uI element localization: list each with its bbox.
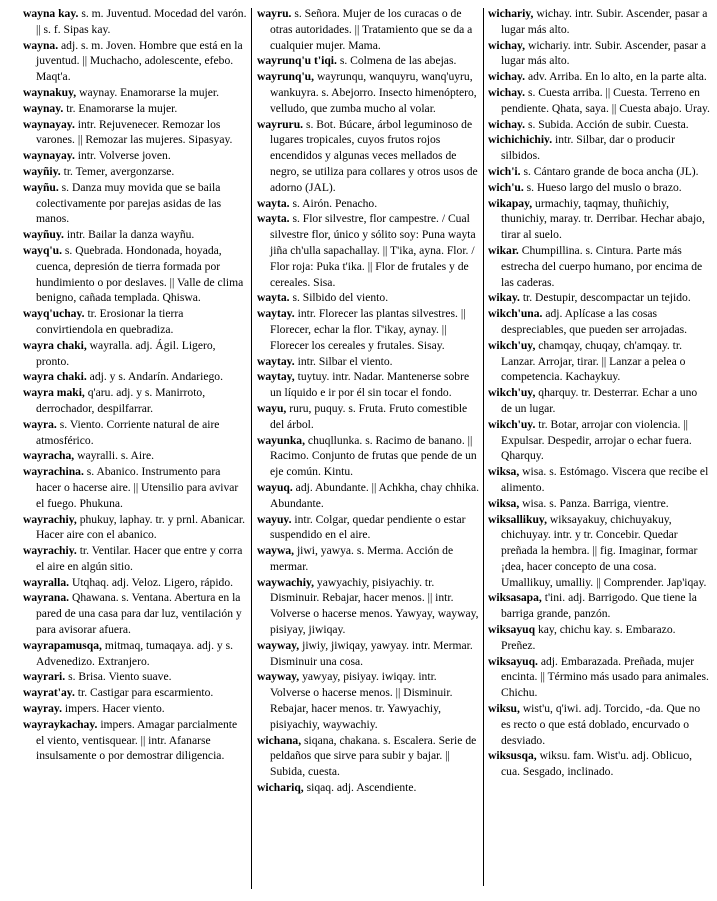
entry-definition: wisa. s. Estómago. Viscera que recibe el alimento. (501, 465, 709, 494)
entry-definition: s. Cuesta arriba. || Cuesta. Terreno en pendiente. Qhata, saya. || Cuesta abajo. Uray. (501, 85, 710, 115)
dictionary-entry (23, 338, 247, 370)
entry-definition: wichariy. intr. Subir. Ascender, pasar a lugar más alto. (501, 38, 707, 68)
entry-headword: wichariy, (488, 7, 534, 20)
dictionary-entry (488, 464, 710, 496)
entry-headword: waynayay. (23, 117, 75, 131)
entry-headword: wayq'u. (23, 243, 62, 257)
entry-definition: s. Silbido del viento. (292, 291, 389, 305)
dictionary-entry (257, 369, 479, 401)
entry-headword: wayraykachay. (23, 717, 98, 731)
dictionary-column-3 (488, 6, 710, 780)
entry-headword: wayrachiy. (23, 544, 77, 558)
entry-definition: s. Abanico. Instrumento para hacer o hacerse aire. || Utensilio para avivar el fuego. Phukuna. (36, 465, 239, 510)
dictionary-entry (488, 38, 710, 70)
entry-definition: s. Hueso largo del muslo o brazo. (526, 180, 682, 194)
entry-definition: adj. y s. Andarín. Andariego. (89, 370, 223, 384)
entry-definition: mitmaq, tumaqaya. adj. y s. Advenedizo. Extranjero. (36, 638, 233, 668)
entry-definition: waynay. Enamorarse la mujer. (79, 85, 220, 99)
dictionary-entry (488, 164, 710, 180)
entry-headword: wiksa, (488, 496, 520, 510)
dictionary-entry (23, 417, 247, 449)
entry-definition: wisa. s. Panza. Barriga, vientre. (522, 496, 669, 510)
entry-headword: waytay, (257, 370, 295, 384)
entry-headword: wayrari. (23, 670, 66, 684)
entry-headword: wichana, (257, 733, 302, 747)
entry-definition: s. Bot. Búcare, árbol leguminoso de lugares tropicales, cuyos frutos rojos encendidos y algunas veces mellados de negro, se utiliza para collares y otros usos de adorno (JAL). (270, 117, 478, 194)
entry-definition: wayralli. s. Aire. (77, 449, 155, 463)
dictionary-entry (257, 196, 479, 212)
entry-headword: wichay. (488, 117, 526, 131)
dictionary-entry (257, 669, 479, 732)
entry-definition: jiwi, yawya. s. Merma. Acción de mermar. (270, 544, 454, 573)
entry-headword: waytay. (257, 354, 295, 368)
entry-headword: wayrapamusqa, (23, 638, 102, 652)
entry-headword: wayruru. (257, 117, 304, 131)
dictionary-entry (257, 543, 479, 575)
entry-headword: wayta. (257, 291, 290, 305)
entry-headword: wiksasapa, (488, 591, 542, 605)
entry-definition: yawyachiy, pisiyachiy. tr. Disminuir. Rebajar, hacer menos. || intr. Volverse o hacerse menos. Yawyay, wayway, pisiyay, jiwiqay. (270, 575, 479, 637)
dictionary-entry (23, 669, 247, 685)
entry-definition: intr. Volverse joven. (77, 149, 171, 163)
entry-headword: wichay. (488, 85, 526, 99)
entry-definition: s. Señora. Mujer de los curacas o de otras autoridades. || Tratamiento que se da a cualquier mujer. Mama. (270, 7, 473, 52)
entry-definition: t'ini. adj. Barrigodo. Que tiene la barriga grande, panzón. (501, 591, 697, 621)
entry-headword: waynayay. (23, 149, 75, 163)
dictionary-entry (488, 290, 710, 306)
dictionary-entry (257, 211, 479, 290)
entry-definition: tr. Ventilar. Hacer que entre y corra el aire en algún sitio. (36, 544, 243, 573)
dictionary-entry (23, 117, 247, 149)
entry-definition: ruru, puquy. s. Fruta. Fruto comestible del árbol. (270, 401, 468, 431)
entry-headword: wiksallikuy, (488, 512, 547, 526)
entry-headword: wiksayuq (488, 623, 536, 637)
entry-definition: Qhawana. s. Ventana. Abertura en la pared de una casa para dar luz, ventilación y para avisorar afuera. (36, 591, 242, 637)
entry-headword: wayralla. (23, 575, 70, 589)
entry-headword: wikch'uy. (488, 417, 536, 431)
entry-definition: chuqllunka. s. Racimo de banano. || Racimo. Conjunto de frutas que pende de un eje común. Kintu. (270, 433, 477, 479)
entry-headword: wayq'uchay. (23, 307, 85, 321)
dictionary-entry (488, 748, 710, 780)
entry-definition: wichay. intr. Subir. Ascender, pasar a lugar más alto. (501, 7, 708, 36)
entry-headword: wikar. (488, 243, 519, 257)
entry-headword: wayra. (23, 417, 57, 431)
dictionary-entry (23, 101, 247, 117)
entry-definition: adj. Aplícase a las cosas despreciables, que pueden ser arrojadas. (501, 307, 688, 336)
dictionary-column-2 (257, 6, 479, 796)
entry-definition: siqaq. adj. Ascendiente. (306, 781, 417, 795)
entry-headword: wayna. (23, 38, 59, 52)
entry-definition: adj. s. m. Joven. Hombre que está en la juventud. || Muchacho, adolescente, efebo. Maqt'a. (36, 38, 243, 84)
dictionary-entry (23, 543, 247, 575)
entry-definition: wiksayakuy, chichuyakuy, chichuyay. intr. y tr. Concebir. Quedar preñada la hembra. || fig. Imaginar, formar ¡dea, hacer concepto de una cosa. Umallikuy, umalliy. || Comprender. Jap'iqay. (501, 512, 707, 589)
entry-definition: chamqay, chuqay, ch'amqay. tr. Lanzar. Arrojar, tirar. || Lanzar a pelea o competencia. Kachaykuy. (501, 338, 686, 384)
entry-definition: intr. Florecer las plantas silvestres. || Florecer, echar la flor. T'ikay, aynay. || Florecer los cereales y frutales. Sisay. (270, 307, 466, 352)
entry-definition: wist'u, q'iwi. adj. Torcido, -da. Que no es recto o que está doblado, encurvado o desviado. (501, 702, 701, 747)
entry-headword: wikch'uy, (488, 338, 536, 352)
entry-headword: wayracha, (23, 449, 75, 463)
entry-definition: tuytuy. intr. Nadar. Mantenerse sobre un líquido e ir por él sin tocar el fondo. (270, 370, 470, 400)
entry-definition: s. Brisa. Viento suave. (68, 670, 172, 684)
entry-definition: adj. Abundante. || Achkha, chay chhika. Abundante. (270, 480, 479, 510)
entry-headword: wayrunq'u, (257, 70, 315, 84)
dictionary-entry (23, 575, 247, 591)
entry-definition: s. Airón. Penacho. (292, 196, 378, 210)
dictionary-entry (257, 512, 479, 544)
dictionary-entry (488, 496, 710, 512)
entry-definition: tr. Destupir, descompactar un tejido. (522, 291, 691, 305)
entry-headword: wayra chaki. (23, 370, 87, 384)
dictionary-entry (488, 622, 710, 654)
entry-definition: Chumpillina. s. Cintura. Parte más estrecha del cuerpo humano, por encima de las caderas. (501, 243, 703, 289)
entry-headword: wayrana. (23, 591, 70, 605)
entry-definition: qharquy. tr. Desterrar. Echar a uno de un lugar. (501, 386, 698, 415)
entry-definition: Utqhaq. adj. Veloz. Ligero, rápido. (71, 575, 234, 589)
dictionary-entry (488, 243, 710, 290)
entry-headword: wichariq, (257, 781, 304, 795)
entry-definition: s. Subida. Acción de subir. Cuesta. (527, 117, 689, 131)
entry-headword: wayrat'ay. (23, 686, 75, 700)
dictionary-entry (257, 780, 479, 796)
entry-definition: tr. Enamorarse la mujer. (66, 101, 178, 115)
entry-headword: wikch'uy, (488, 386, 536, 400)
entry-headword: wichay, (488, 38, 526, 52)
dictionary-entry (488, 180, 710, 196)
entry-definition: s. Viento. Corriente natural de aire atmosférico. (36, 417, 220, 447)
dictionary-entry (23, 180, 247, 227)
entry-headword: waytay. (257, 307, 295, 321)
entry-definition: siqana, chakana. s. Escalera. Serie de peldaños que sirve para subir y bajar. || Subida, cuesta. (270, 733, 477, 779)
entry-definition: urmachiy, taqmay, thuñichiy, thunichiy, maray. tr. Derribar. Hechar abajo, tirar al suelo. (501, 196, 705, 242)
dictionary-entry (257, 53, 479, 69)
entry-definition: impers. Hacer viento. (64, 702, 165, 716)
dictionary-entry (23, 6, 247, 38)
entry-headword: wich'i. (488, 164, 521, 178)
dictionary-entry (23, 448, 247, 464)
dictionary-entry (488, 69, 710, 85)
entry-definition: impers. Amagar parcialmente el viento, ventisquear. || intr. Afanarse insulsamente o por demostrar diligencia. (36, 717, 238, 763)
dictionary-entry (257, 433, 479, 480)
dictionary-entry (257, 290, 479, 306)
dictionary-entry (488, 417, 710, 464)
entry-definition: kay, chichu kay. s. Embarazo. Preñez. (501, 623, 676, 652)
entry-headword: wayuq. (257, 480, 293, 494)
dictionary-entry (257, 306, 479, 353)
entry-headword: wayru. (257, 7, 292, 20)
dictionary-entry (488, 117, 710, 133)
entry-definition: yawyay, pisiyay. iwiqay. intr. Volverse o hacerse menos. || Disminuir. Rebajar, hacer menos. tr. Yawyachiy, pisiyachiy, waywachiy. (270, 670, 453, 731)
column-divider-2 (483, 8, 484, 886)
dictionary-entry (257, 6, 479, 53)
entry-headword: wayrachiy, (23, 512, 77, 526)
entry-headword: wayu, (257, 401, 287, 415)
entry-headword: wayunka, (257, 433, 306, 447)
dictionary-entry (23, 701, 247, 717)
entry-definition: intr. Rejuvenecer. Remozar los varones. || Remozar las mujeres. Sipasyay. (36, 117, 233, 147)
dictionary-entry (257, 354, 479, 370)
entry-headword: wayta. (257, 196, 290, 210)
entry-headword: waynay. (23, 101, 64, 115)
entry-definition: s. Danza muy movida que se baila colectivamente por parejas asidas de las manos. (36, 180, 222, 226)
entry-headword: wayra maki, (23, 386, 85, 400)
entry-definition: phukuy, laphay. tr. y prnl. Abanicar. Hacer aire con el abanico. (36, 512, 245, 542)
entry-definition: s. Colmena de las abejas. (339, 54, 457, 68)
dictionary-entry (23, 464, 247, 511)
entry-definition: wiksu. fam. Wist'u. adj. Oblicuo, cua. Sesgado, inclinado. (501, 749, 693, 779)
dictionary-entry (23, 385, 247, 417)
dictionary-entry (488, 6, 710, 38)
entry-headword: wiksusqa, (488, 749, 537, 763)
column-divider-1 (251, 8, 252, 889)
entry-headword: wayray. (23, 702, 62, 716)
entry-definition: s. m. Juventud. Mocedad del varón. || s. f. Sipas kay. (36, 7, 247, 36)
entry-headword: wayñuy. (23, 228, 64, 242)
dictionary-entry (257, 480, 479, 512)
dictionary-entry (488, 338, 710, 385)
entry-headword: wayrunq'u t'iqi. (257, 54, 337, 68)
entry-definition: s. Flor silvestre, flor campestre. / Cual silvestre flor, único y sólito soy: Puna wayta jiña ch'ulla sapachallay. || T'ika, ayna. Flor. / Flor roja: Puka t'ika. || Flor de frutales y de cereales. Sisa. (270, 212, 476, 289)
dictionary-entry (23, 512, 247, 544)
dictionary-entry (488, 654, 710, 701)
dictionary-column-1 (23, 6, 247, 764)
entry-headword: waynakuy, (23, 85, 77, 99)
entry-headword: wayuy. (257, 512, 292, 526)
dictionary-entry (488, 132, 710, 164)
entry-headword: waywa, (257, 544, 295, 558)
dictionary-entry (23, 685, 247, 701)
dictionary-entry (257, 69, 479, 116)
entry-definition: s. Cántaro grande de boca ancha (JL). (523, 164, 699, 178)
entry-headword: wich'u. (488, 180, 524, 194)
entry-headword: wikay. (488, 291, 520, 305)
entry-definition: adj. Embarazada. Preñada, mujer encinta. || Término más usado para animales. Chichu. (501, 654, 709, 700)
entry-headword: wayra chaki, (23, 338, 87, 352)
entry-headword: wiksa, (488, 465, 520, 479)
entry-definition: wayrunqu, wanquyru, wanq'uyru, wankuyra. s. Abejorro. Insecto himenóptero, velludo, que zumba mucho al volar. (270, 70, 477, 115)
dictionary-entry (23, 148, 247, 164)
entry-headword: wayna kay. (23, 7, 79, 20)
entry-definition: tr. Erosionar la tierra convirtiendola en quebradiza. (36, 307, 184, 336)
dictionary-entry (257, 401, 479, 433)
entry-headword: wayway, (257, 670, 300, 684)
dictionary-entry (23, 369, 247, 385)
dictionary-entry (23, 590, 247, 637)
dictionary-entry (23, 638, 247, 670)
entry-headword: wayrachina. (23, 465, 84, 479)
dictionary-entry (23, 306, 247, 338)
dictionary-entry (257, 575, 479, 638)
dictionary-entry (488, 590, 710, 622)
dictionary-entry (257, 638, 479, 670)
dictionary-entry (23, 717, 247, 764)
dictionary-entry (488, 306, 710, 338)
dictionary-entry (488, 701, 710, 748)
entry-definition: intr. Colgar, quedar pendiente o estar suspendido en el aire. (270, 512, 466, 542)
entry-headword: wiksu, (488, 702, 520, 716)
entry-headword: wayñu. (23, 180, 59, 194)
entry-definition: intr. Silbar, dar o producir silbidos. (501, 133, 675, 163)
dictionary-entry (23, 227, 247, 243)
entry-headword: wiksayuq. (488, 654, 538, 668)
entry-definition: q'aru. adj. y s. Manirroto, derrochador, despilfarrar. (36, 386, 206, 415)
entry-headword: wichay. (488, 70, 526, 84)
entry-definition: tr. Temer, avergonzarse. (63, 164, 175, 178)
entry-definition: tr. Castigar para escarmiento. (77, 686, 214, 700)
dictionary-entry (488, 85, 710, 117)
entry-definition: s. Quebrada. Hondonada, hoyada, cuenca, depresión de tierra formada por hundimiento o por deslaves. || Valle de clima benigno, cañada templada. Qhiswa. (36, 243, 244, 305)
dictionary-entry (23, 38, 247, 85)
dictionary-entry (488, 512, 710, 591)
entry-headword: waywachiy, (257, 575, 315, 589)
dictionary-entry (23, 164, 247, 180)
entry-definition: adv. Arriba. En lo alto, en la parte alta. (527, 70, 707, 84)
entry-headword: wayway, (257, 638, 300, 652)
dictionary-entry (488, 385, 710, 417)
entry-headword: wayta. (257, 212, 290, 226)
entry-headword: wayñiy. (23, 164, 61, 178)
entry-headword: wichichichiy. (488, 133, 553, 147)
entry-definition: wayralla. adj. Ágil. Ligero, pronto. (36, 338, 216, 368)
entry-definition: jiwiy, jiwiqay, yawyay. intr. Mermar. Disminuir una cosa. (270, 638, 473, 668)
entry-definition: intr. Bailar la danza wayñu. (66, 228, 195, 242)
entry-definition: intr. Silbar el viento. (297, 354, 393, 368)
entry-headword: wikch'una. (488, 307, 543, 321)
entry-headword: wikapay, (488, 196, 533, 210)
dictionary-entry (488, 196, 710, 243)
entry-definition: tr. Botar, arrojar con violencia. || Expulsar. Despedir, arrojar o echar fuera. Qharquy. (501, 417, 692, 463)
dictionary-entry (23, 85, 247, 101)
dictionary-entry (257, 733, 479, 780)
dictionary-entry (257, 117, 479, 196)
dictionary-entry (23, 243, 247, 306)
